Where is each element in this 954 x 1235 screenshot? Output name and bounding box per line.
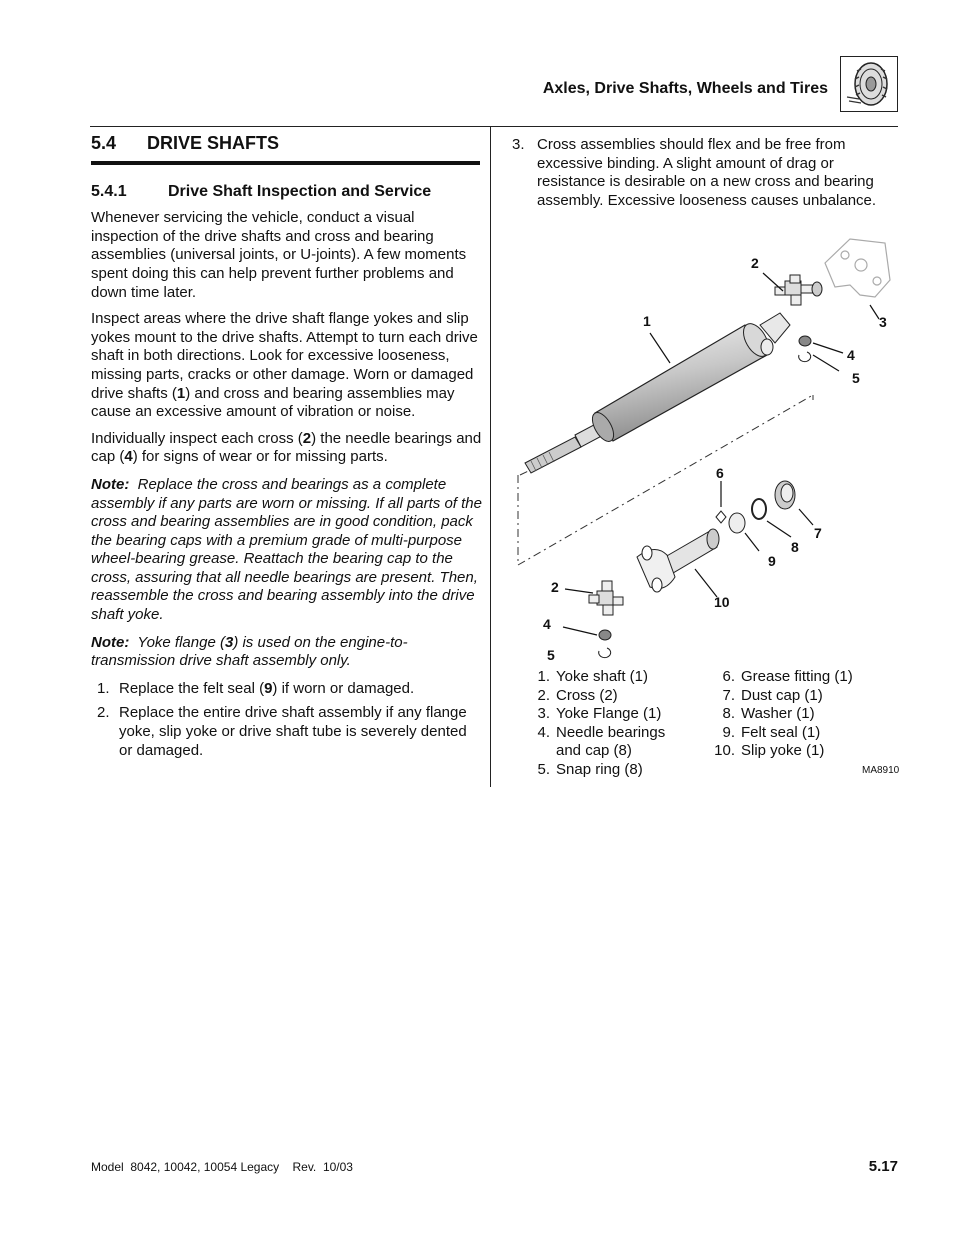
- callout-2: 2: [751, 255, 759, 271]
- callout-4: 4: [847, 347, 855, 363]
- section-title: DRIVE SHAFTS: [147, 133, 280, 153]
- legend-item: 2. Cross (2): [537, 686, 618, 704]
- legend-item: 1. Yoke shaft (1): [537, 668, 648, 685]
- right-column: [512, 136, 902, 210]
- paragraph-inspect-yokes: Inspect areas where the drive shaft flange yokes and slip yokes mount to the drive shafts. Attempt to turn each drive shaft in both directions. Look for excessive looseness, missing parts, cracks or other damage. Worn or damaged drive shafts (1) and cross and bearing assemblies may cause an excessive amount of vibration or noise.: [91, 310, 478, 421]
- step-item: 2. Replace the entire drive shaft assembly if any flange yoke, slip yoke or drive shaft tube is severely dented or damaged.: [97, 704, 467, 759]
- legend-item: 4. Needle bearings and cap (8): [537, 723, 666, 760]
- parts-legend-left: [525, 668, 695, 780]
- footer-model-info: Model 8042, 10042, 10054 Legacy Rev. 10/03: [91, 1160, 353, 1174]
- drive-shaft-exploded-view: [505, 225, 905, 665]
- callout-1: 1: [643, 313, 651, 329]
- note-yoke-flange: Note: Yoke flange (3) is used on the engine-to-transmission drive shaft assembly only.: [91, 633, 408, 670]
- header-rule: [90, 126, 898, 127]
- subsection-number: 5.4.1: [91, 182, 127, 200]
- callout-10: 10: [714, 594, 730, 610]
- callout-6: 6: [716, 465, 724, 481]
- tire-wheel-icon: [840, 56, 898, 112]
- callout-9: 9: [768, 553, 776, 569]
- callout-5: 5: [852, 370, 860, 386]
- legend-item: 8. Washer (1): [722, 705, 815, 723]
- legend-item: 6. Grease fitting (1): [722, 668, 853, 685]
- legend-item: 10. Slip yoke (1): [714, 742, 825, 760]
- procedure-steps: [91, 680, 483, 760]
- figure-id: MA8910: [862, 765, 900, 776]
- running-header-title: Axles, Drive Shafts, Wheels and Tires: [542, 80, 828, 97]
- column-divider: [490, 127, 491, 787]
- callout-5-lower: 5: [547, 647, 555, 663]
- paragraph-inspect-cross: Individually inspect each cross (2) the needle bearings and cap (4) for signs of wear or for missing parts.: [91, 429, 482, 466]
- legend-item: 5. Snap ring (8): [537, 760, 643, 778]
- legend-item: 3. Yoke Flange (1): [537, 705, 662, 723]
- callout-8: 8: [791, 539, 799, 555]
- section-rule: [91, 161, 480, 165]
- parts-legend-right: [710, 668, 900, 761]
- legend-item: 7. Dust cap (1): [722, 686, 823, 704]
- callout-4-lower: 4: [543, 616, 551, 632]
- page-number: 5.17: [868, 1158, 898, 1175]
- step-item: 3. Cross assemblies should flex and be free from excessive binding. A slight amount of drag or resistance is desirable on a new cross and bearing assembly. Excessive looseness causes unbalance.: [512, 136, 877, 209]
- left-column: [91, 134, 483, 766]
- subsection-heading: [91, 183, 483, 202]
- section-number: 5.4: [91, 133, 117, 153]
- section-heading: [91, 134, 483, 153]
- callout-7: 7: [814, 525, 822, 541]
- paragraph-intro: Whenever servicing the vehicle, conduct a visual inspection of the drive shafts and cross and bearing assemblies (universal joints, or U-joints). A few moments spent doing this can help prevent further problems and down time later.: [91, 209, 467, 301]
- note-replace-cross: Note: Replace the cross and bearings as a complete assembly if any parts are worn or missing. If all parts of the cross and bearing assemblies are in good condition, pack the bearing caps with a premium grade of multi-purpose wheel-bearing grease. Reattach the bearing cap to the cross, assuring that all needle bearings are present. Then, reassemble the cross and bearing assembly into the drive shaft yoke.: [91, 475, 482, 624]
- legend-item: 9. Felt seal (1): [722, 723, 821, 741]
- subsection-title: Drive Shaft Inspection and Service: [168, 182, 432, 200]
- callout-3: 3: [879, 314, 887, 330]
- callout-2-lower: 2: [551, 579, 559, 595]
- step-item: 1. Replace the felt seal (9) if worn or damaged.: [97, 679, 415, 697]
- yoke-flange-drawing: [825, 239, 890, 297]
